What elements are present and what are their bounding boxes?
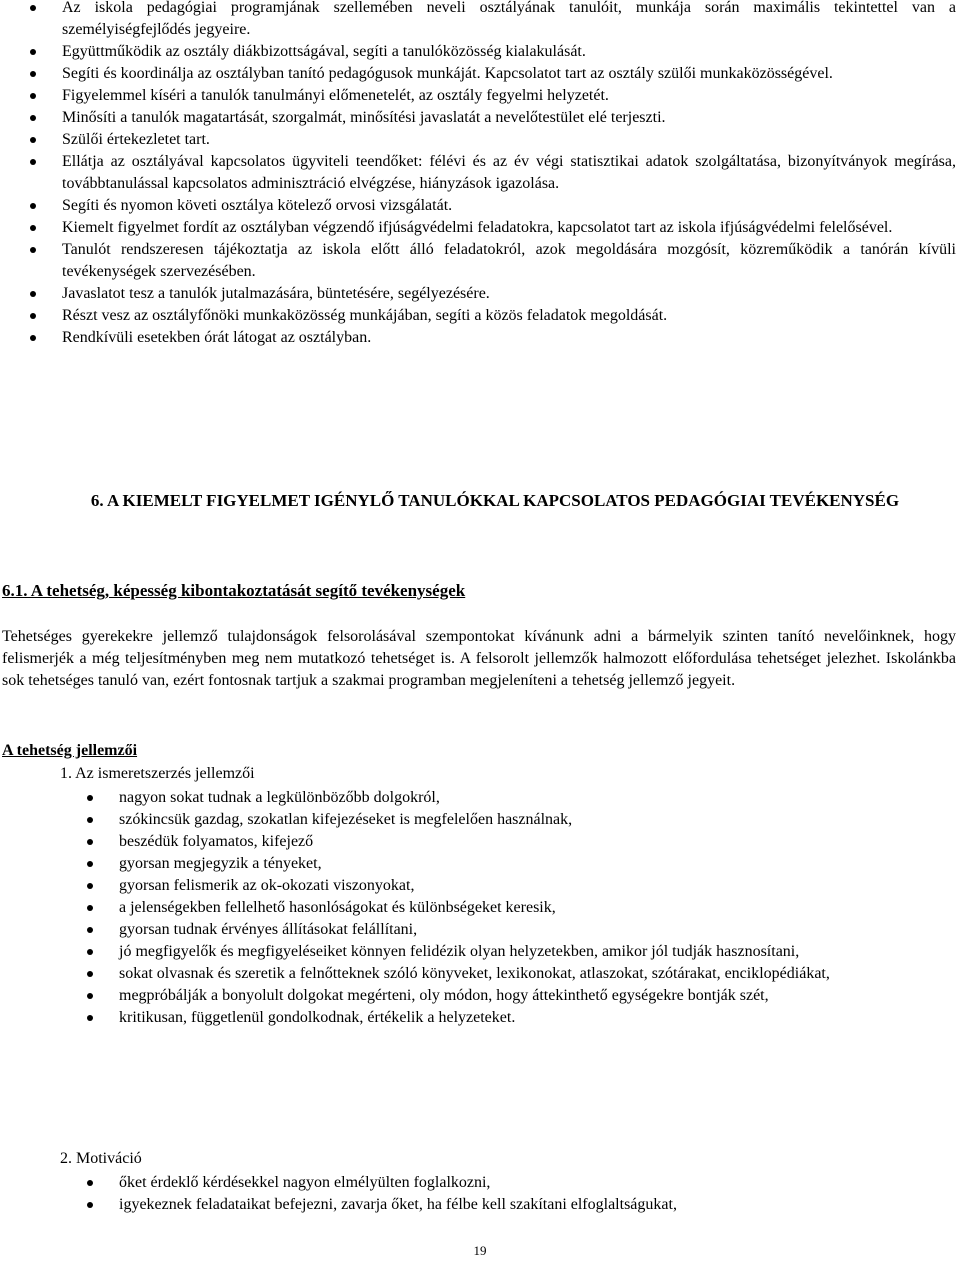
list-item: Rendkívüli esetekben órát látogat az osztályban. — [62, 327, 956, 349]
list-item: nagyon sokat tudnak a legkülönbözőbb dolgokról, — [119, 787, 956, 809]
page-number: 19 — [473, 1243, 487, 1258]
duties-list — [62, 0, 956, 349]
group-heading-knowledge: 1. Az ismeretszerzés jellemzői — [60, 765, 255, 782]
traits-title: A tehetség jellemzői — [2, 742, 138, 759]
list-item: Kiemelt figyelmet fordít az osztályban végzendő ifjúságvédelmi feladatokra, kapcsolatot tart az iskola ifjúságvédelmi felelősével. — [62, 217, 956, 239]
list-item: Segíti és koordinálja az osztályban tanító pedagógusok munkáját. Kapcsolatot tart az osztály szülői munkaközösségével. — [62, 63, 956, 85]
list-item: sokat olvasnak és szeretik a felnőtteknek szóló könyveket, lexikonokat, atlaszokat, szótárakat, enciklopédiákat, — [119, 963, 956, 985]
list-item: Szülői értekezletet tart. — [62, 129, 956, 151]
list-item: gyorsan felismerik az ok-okozati viszonyokat, — [119, 875, 956, 897]
list-item: Figyelemmel kíséri a tanulók tanulmányi előmenetelét, az osztály fegyelmi helyzetét. — [62, 85, 956, 107]
list-item: megpróbálják a bonyolult dolgokat megérteni, oly módon, hogy áttekinthető egységekre bontják szét, — [119, 985, 956, 1007]
list-item: Együttműködik az osztály diákbizottságával, segíti a tanulóközösség kialakulását. — [62, 41, 956, 63]
list-item: a jelenségekben fellelhető hasonlóságokat és különbségeket keresik, — [119, 897, 956, 919]
section-title: 6. A KIEMELT FIGYELMET IGÉNYLŐ TANULÓKKAL KAPCSOLATOS PEDAGÓGIAI TEVÉKENYSÉG — [90, 491, 900, 510]
group-heading-motivation: 2. Motiváció — [60, 1150, 142, 1167]
list-item: Az iskola pedagógiai programjának szellemében neveli osztályának tanulóit, munkája során maximális tekintettel van a személyiségfejlődés jegyeire. — [62, 0, 956, 41]
list-item: beszédük folyamatos, kifejező — [119, 831, 956, 853]
list-item: gyorsan megjegyzik a tényeket, — [119, 853, 956, 875]
list-item: Javaslatot tesz a tanulók jutalmazására, büntetésére, segélyezésére. — [62, 283, 956, 305]
list-item: gyorsan tudnak érvényes állításokat felállítani, — [119, 919, 956, 941]
list-item: jó megfigyelők és megfigyeléseiket könnyen felidézik olyan helyzetekben, amikor jól tudják hasznosítani, — [119, 941, 956, 963]
list-item: Részt vesz az osztályfőnöki munkaközösség munkájában, segíti a közös feladatok megoldását. — [62, 305, 956, 327]
list-item: Segíti és nyomon követi osztálya kötelező orvosi vizsgálatát. — [62, 195, 956, 217]
intro-paragraph: Tehetséges gyerekekre jellemző tulajdonságok felsorolásával szempontokat kívánunk adni a bármelyik szinten tanító nevelőinknek, hogy felismerjék a még teljesítményben meg nem mutatkozó tehetséget is. A felsorolt jellemzők halmozott előfordulása tehetséget jelezhet. Iskolánkba sok tehetséges tanuló van, ezért fontosnak tartjuk a szakmai programban megjeleníteni a tehetség jellemző jegyeit. — [2, 628, 956, 689]
list-item: Minősíti a tanulók magatartását, szorgalmát, minősítési javaslatát a nevelőtestület elé terjeszti. — [62, 107, 956, 129]
list-item: kritikusan, függetlenül gondolkodnak, értékelik a helyzeteket. — [119, 1007, 956, 1029]
motivation-traits-list — [119, 1172, 956, 1216]
list-item: igyekeznek feladataikat befejezni, zavarja őket, ha félbe kell szakítani elfoglaltságukat, — [119, 1194, 956, 1216]
list-item: Ellátja az osztályával kapcsolatos ügyviteli teendőket: félévi és az év végi statisztikai adatok szolgáltatása, bizonyítványok megírása, továbbtanulással kapcsolatos adminisztráció elvégzése, hiányzások igazolása. — [62, 151, 956, 195]
list-item: őket érdeklő kérdésekkel nagyon elmélyülten foglalkozni, — [119, 1172, 956, 1194]
list-item: szókincsük gazdag, szokatlan kifejezéseket is megfelelően használnak, — [119, 809, 956, 831]
list-item: Tanulót rendszeresen tájékoztatja az iskola előtt álló feladatokról, azok megoldására mozgósít, közreműködik a tanórán kívüli tevékenységek szervezésében. — [62, 239, 956, 283]
knowledge-traits-list — [119, 787, 956, 1029]
subsection-title: 6.1. A tehetség, képesség kibontakoztatását segítő tevékenységek — [2, 581, 466, 600]
